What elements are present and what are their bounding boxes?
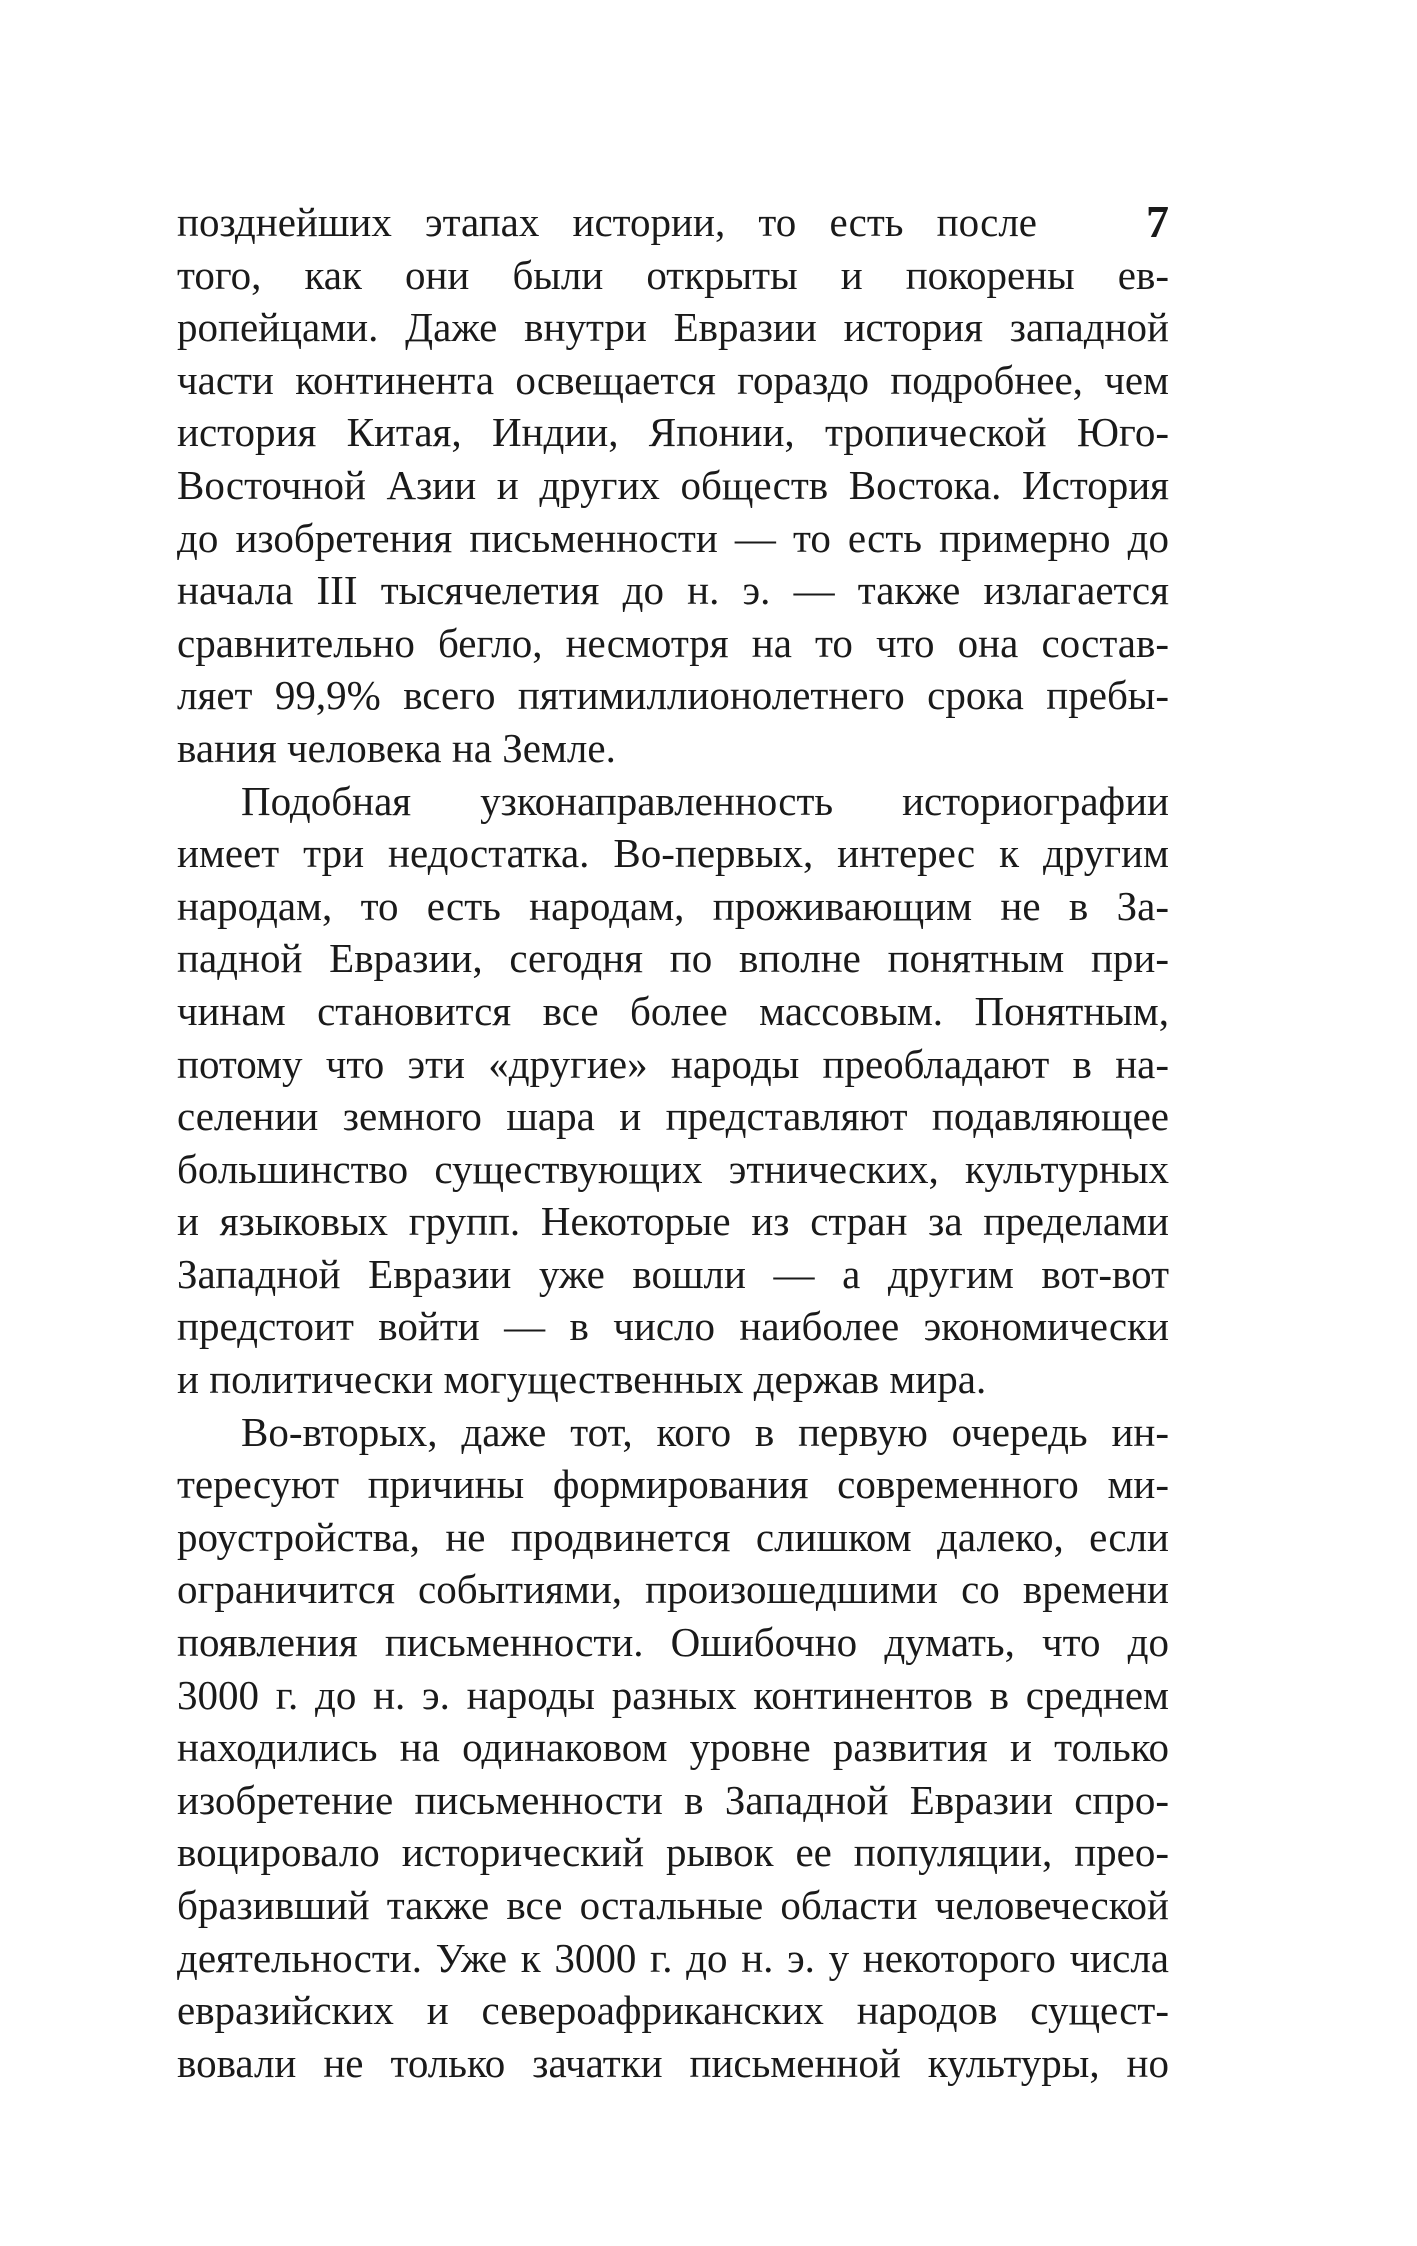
text-line: начала III тысячелетия до н. э. — также излагается — [177, 567, 1169, 614]
text-line: народам, то есть народам, проживающим не в За- — [177, 882, 1169, 929]
text-line: 3000 г. до н. э. народы разных континентов в среднем — [177, 1671, 1169, 1718]
text-line: большинство существующих этнических, культурных — [177, 1145, 1169, 1192]
text-line: ограничится событиями, произошедшими со времени — [177, 1566, 1169, 1613]
text-line: изобретение письменности в Западной Евразии спро- — [177, 1776, 1169, 1823]
text-line: Восточной Азии и других обществ Востока. История — [177, 461, 1169, 508]
text-line: история Китая, Индии, Японии, тропической Юго- — [177, 409, 1169, 456]
text-line: чинам становится все более массовым. Понятным, — [177, 987, 1169, 1034]
text-line: евразийских и североафриканских народов сущест- — [177, 1987, 1169, 2034]
text-line: вания человека на Земле. — [177, 724, 616, 771]
text-line: тересуют причины формирования современного ми- — [177, 1461, 1169, 1508]
text-line: сравнительно бегло, несмотря на то что она состав- — [177, 619, 1169, 666]
text-line: воцировало исторический рывок ее популяции, прео- — [177, 1829, 1169, 1876]
text-line: до изобретения письменности — то есть примерно до — [177, 514, 1169, 561]
text-line: ропейцами. Даже внутри Евразии история западной — [177, 304, 1169, 351]
paragraph — [177, 775, 1169, 1406]
text-line: Подобная узконаправленность историографии — [241, 777, 1169, 824]
text-line: появления письменности. Ошибочно думать, что до — [177, 1619, 1169, 1666]
text-line: роустройства, не продвинется слишком далеко, если — [177, 1513, 1169, 1560]
text-line: Во-вторых, даже тот, кого в первую очередь ин- — [241, 1408, 1169, 1455]
body-text — [177, 196, 1169, 2089]
text-line: ляет 99,9% всего пятимиллионолетнего срока пребы- — [177, 672, 1169, 719]
text-line: находились на одинаковом уровне развития и только — [177, 1724, 1169, 1771]
text-line: бразивший также все остальные области человеческой — [177, 1882, 1169, 1928]
text-line: и политически могущественных держав мира. — [177, 1356, 987, 1403]
text-line: того, как они были открыты и покорены ев- — [177, 251, 1169, 298]
text-line: падной Евразии, сегодня по вполне понятным при- — [177, 935, 1169, 982]
text-line: позднейших этапах истории, то есть после — [177, 199, 1037, 245]
text-line: потому что эти «другие» народы преобладают в на- — [177, 1040, 1169, 1087]
text-line: вовали не только зачатки письменной культуры, но — [177, 2039, 1169, 2086]
text-line: предстоит войти — в число наиболее экономически — [177, 1303, 1169, 1350]
page-number: 7 — [1146, 196, 1169, 247]
text-line: Западной Евразии уже вошли — а другим вот-вот — [177, 1250, 1169, 1297]
paragraph — [177, 196, 1169, 775]
text-line: деятельности. Уже к 3000 г. до н. э. у некоторого числа — [177, 1934, 1169, 1981]
text-line: и языковых групп. Некоторые из стран за пределами — [177, 1198, 1169, 1245]
text-line: имеет три недостатка. Во-первых, интерес к другим — [177, 830, 1169, 877]
text-line: части континента освещается гораздо подробнее, чем — [177, 356, 1169, 403]
text-line: селении земного шара и представляют подавляющее — [177, 1093, 1169, 1140]
paragraph — [177, 1406, 1169, 2090]
